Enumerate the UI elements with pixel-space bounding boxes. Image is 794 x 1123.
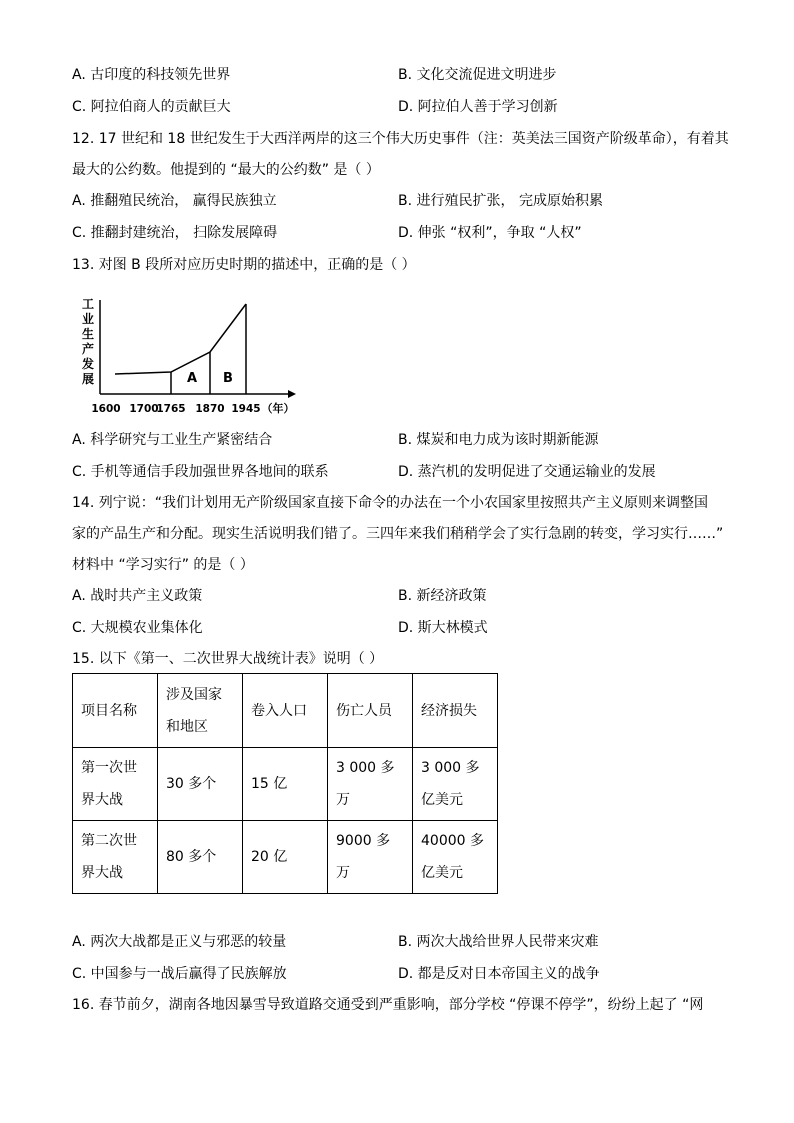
q14-stem-line1: 14. 列宁说：“我们计划用无产阶级国家直接下命令的办法在一个小农国家里按照共产主义原则来调整国 (72, 495, 708, 511)
q15-option-a: A. 两次大战都是正义与邪恶的较量 (72, 934, 287, 950)
war-statistics-table (72, 673, 498, 894)
q14-option-c: C. 大规模农业集体化 (72, 620, 203, 636)
q12-option-b: B. 进行殖民扩张， 完成原始积累 (398, 193, 603, 209)
table-header-cell: 伤亡人员 (328, 674, 413, 748)
table-row (73, 821, 498, 894)
chart-tick-label: 1945 (231, 403, 261, 415)
table-cell: 3 000 多亿美元 (413, 748, 498, 821)
chart-series-line (115, 304, 246, 374)
q14-stem-line3: 材料中 “学习实行” 的是（ ） (72, 557, 254, 573)
q11-option-a: A. 古印度的科技领先世界 (72, 67, 231, 83)
table-header-row (73, 674, 498, 748)
table-cell: 9000 多万 (328, 821, 413, 894)
chart-tick-label: 1600 (91, 403, 121, 415)
table-cell: 80 多个 (158, 821, 243, 894)
table-cell: 40000 多亿美元 (413, 821, 498, 894)
q13-option-b: B. 煤炭和电力成为该时期新能源 (398, 432, 599, 448)
q11-option-d: D. 阿拉伯人善于学习创新 (398, 99, 558, 115)
table-cell: 30 多个 (158, 748, 243, 821)
chart-xlabel: （年） (261, 402, 295, 415)
q12-option-c: C. 推翻封建统治， 扫除发展障碍 (72, 225, 278, 241)
table-cell: 15 亿 (243, 748, 328, 821)
table-cell: 第一次世界大战 (73, 748, 158, 821)
table-cell: 第二次世界大战 (73, 821, 158, 894)
industrial-development-chart (70, 290, 300, 420)
q15-option-c: C. 中国参与一战后赢得了民族解放 (72, 966, 287, 982)
chart-segment-label-b: B (223, 371, 233, 386)
q14-stem-line2: 家的产品生产和分配。现实生活说明我们错了。三四年来我们稍稍学会了实行急剧的转变，学习实行……” (72, 526, 724, 542)
q16-stem-line1: 16. 春节前夕，湖南各地因暴雪导致道路交通受到严重影响，部分学校 “停课不停学”，纷纷上起了 “网 (72, 997, 704, 1013)
q14-option-a: A. 战时共产主义政策 (72, 588, 203, 604)
q12-stem-line2: 最大的公约数。他提到的 “最大的公约数” 是（ ） (72, 162, 380, 178)
table-cell: 20 亿 (243, 821, 328, 894)
q14-option-b: B. 新经济政策 (398, 588, 487, 604)
q12-stem-line1: 12. 17 世纪和 18 世纪发生于大西洋两岸的这三个伟大历史事件（注：英美法三国资产阶级革命），有着其 (72, 131, 729, 147)
q13-stem: 13. 对图 B 段所对应历史时期的描述中，正确的是（ ） (72, 257, 416, 273)
table-row (73, 748, 498, 821)
q11-option-b: B. 文化交流促进文明进步 (398, 67, 557, 83)
table-header-cell: 经济损失 (413, 674, 498, 748)
q14-option-d: D. 斯大林模式 (398, 620, 488, 636)
q13-option-d: D. 蒸汽机的发明促进了交通运输业的发展 (398, 464, 656, 480)
q15-stem: 15. 以下《第一、二次世界大战统计表》说明（ ） (72, 651, 384, 667)
q12-option-a: A. 推翻殖民统治， 赢得民族独立 (72, 193, 277, 209)
chart-tick-label: 1870 (195, 403, 225, 415)
chart-segment-label-a: A (186, 371, 198, 386)
table-cell: 3 000 多万 (328, 748, 413, 821)
q13-option-a: A. 科学研究与工业生产紧密结合 (72, 432, 273, 448)
table-header-cell: 卷入人口 (243, 674, 328, 748)
q13-option-c: C. 手机等通信手段加强世界各地间的联系 (72, 464, 329, 480)
q12-option-d: D. 伸张 “权利”，争取 “人权” (398, 225, 582, 241)
chart-ylabel: 工业生产发展 (81, 297, 95, 386)
table-header-cell: 涉及国家和地区 (158, 674, 243, 748)
q15-option-d: D. 都是反对日本帝国主义的战争 (398, 966, 600, 982)
q15-option-b: B. 两次大战给世界人民带来灾难 (398, 934, 599, 950)
table-header-cell: 项目名称 (73, 674, 158, 748)
chart-tick-label: 1765 (156, 403, 186, 415)
q11-option-c: C. 阿拉伯商人的贡献巨大 (72, 99, 231, 115)
chart-x-arrow (288, 390, 296, 398)
chart-tick-label: 1700 (129, 403, 159, 415)
